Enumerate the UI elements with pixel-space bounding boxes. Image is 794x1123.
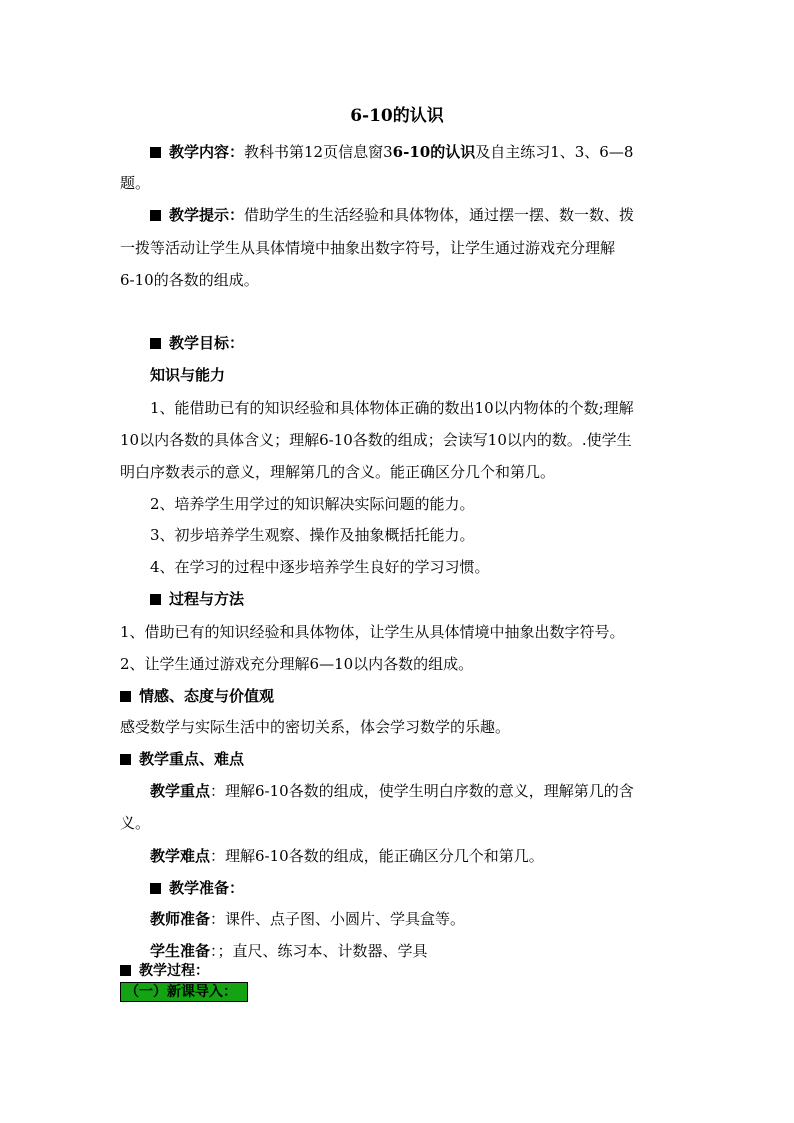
teacher-prep-label: 教师准备 <box>150 910 211 928</box>
knowledge-item-1-line-2: 10以内各数的具体含义；理解6-10各数的组成；会读写10以内的数。.使学生 <box>120 431 632 449</box>
square-bullet-icon <box>120 754 131 765</box>
focus-line-2: 义。 <box>120 814 151 832</box>
student-prep-text: ：；直尺、练习本、计数器、学具 <box>210 942 428 960</box>
difficulty-label: 教学难点 <box>150 847 211 865</box>
tips-line-2: 一拨等活动让学生从具体情境中抽象出数字符号，让学生通过游戏充分理解 <box>120 239 616 257</box>
square-bullet-icon <box>150 338 161 349</box>
page-title: 6-10的认识 <box>350 106 444 126</box>
focus-line-1 <box>150 781 710 801</box>
key-points-label: 教学重点、难点 <box>139 750 245 768</box>
square-bullet-icon <box>120 691 131 702</box>
content-text-b: 及自主练习1、3、6—8 <box>475 143 634 161</box>
section-1-highlight: （一）新课导入： <box>120 982 248 1002</box>
knowledge-item-3: 3、初步培养学生观察、操作及抽象概括托能力。 <box>150 526 475 544</box>
prep-label: 教学准备： <box>169 879 245 897</box>
process-method-heading <box>150 589 710 609</box>
difficulty-text: ：理解6-10各数的组成，能正确区分几个和第几。 <box>210 847 544 865</box>
tips-line-3: 6-10的各数的组成。 <box>120 271 259 289</box>
goals-label: 教学目标： <box>169 334 245 352</box>
tips-line-1 <box>150 205 710 225</box>
process-method-item-1: 1、借助已有的知识经验和具体物体，让学生从具体情境中抽象出数字符号。 <box>120 623 625 641</box>
process-method-label: 过程与方法 <box>169 590 245 608</box>
tips-text-1: 借助学生的生活经验和具体物体，通过摆一摆、数一数、拨 <box>244 206 635 224</box>
emotion-item-1: 感受数学与实际生活中的密切关系，体会学习数学的乐趣。 <box>120 718 511 736</box>
student-prep-line <box>150 941 710 961</box>
prep-heading <box>150 878 710 898</box>
process-label: 教学过程： <box>139 963 209 979</box>
knowledge-item-1-line-1: 1、能借助已有的知识经验和具体物体正确的数出10以内物体的个数;理解 <box>150 399 634 417</box>
key-points-heading <box>120 749 680 769</box>
square-bullet-icon <box>120 965 131 976</box>
knowledge-heading: 知识与能力 <box>150 366 226 384</box>
square-bullet-icon <box>150 883 161 894</box>
knowledge-item-4: 4、在学习的过程中逐步培养学生良好的学习习惯。 <box>150 558 490 576</box>
focus-label: 教学重点 <box>150 782 211 800</box>
square-bullet-icon <box>150 594 161 605</box>
knowledge-item-1-line-3: 明白序数表示的意义，理解第几的含义。能正确区分几个和第几。 <box>120 463 556 481</box>
difficulty-line <box>150 846 710 866</box>
content-line-2: 题。 <box>120 174 151 192</box>
student-prep-label: 学生准备 <box>150 942 211 960</box>
teacher-prep-text: ：课件、点子图、小圆片、学具盒等。 <box>210 910 466 928</box>
focus-text: ：理解6-10各数的组成，使学生明白序数的意义，理解第几的含 <box>210 782 634 800</box>
tips-label: 教学提示： <box>169 206 245 224</box>
knowledge-item-2: 2、培养学生用学过的知识解决实际问题的能力。 <box>150 495 475 513</box>
content-text-bold: 6-10的认识 <box>392 143 476 161</box>
emotion-label: 情感、态度与价值观 <box>139 687 275 705</box>
square-bullet-icon <box>150 147 161 158</box>
content-text-a: 教科书第12页信息窗3 <box>244 143 393 161</box>
emotion-heading <box>120 686 680 706</box>
square-bullet-icon <box>150 210 161 221</box>
goals-heading <box>150 333 710 353</box>
content-line-1 <box>150 142 710 162</box>
teacher-prep-line <box>150 909 710 929</box>
content-label: 教学内容： <box>169 143 245 161</box>
process-method-item-2: 2、让学生通过游戏充分理解6—10以内各数的组成。 <box>120 655 474 673</box>
process-heading <box>120 962 680 980</box>
